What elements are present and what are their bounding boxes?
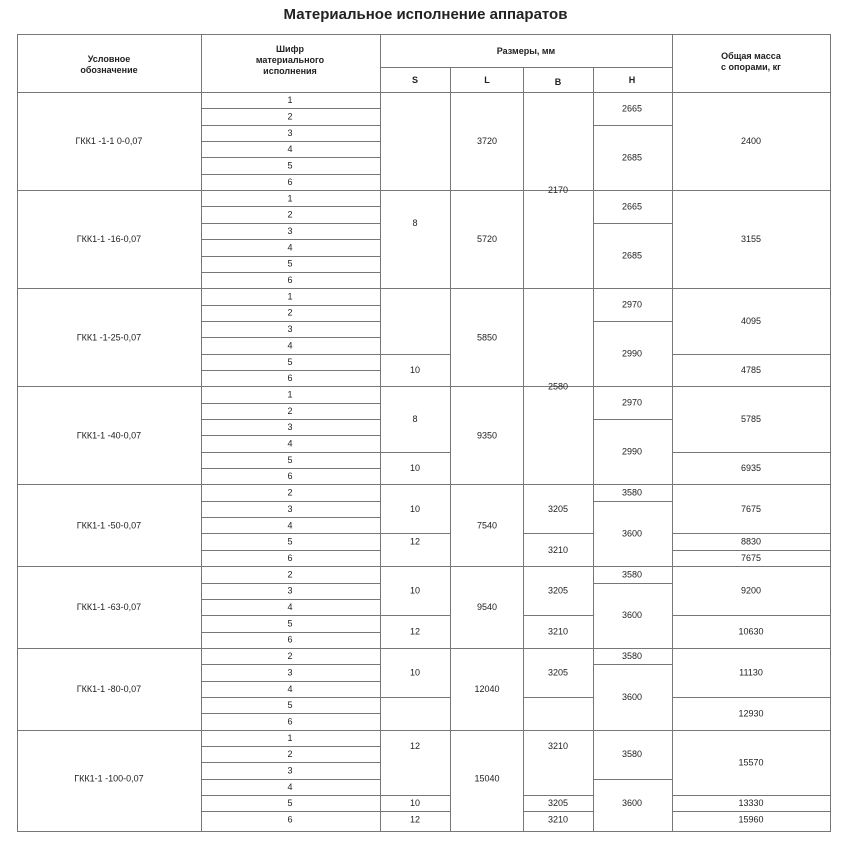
mass-value: 8830 <box>740 536 762 547</box>
h-value: 2990 <box>621 348 643 359</box>
material-code: 3 <box>287 127 293 138</box>
group-designation: ГКК1-1 -16-0,07 <box>76 234 142 245</box>
material-code: 5 <box>287 356 293 367</box>
material-code: 2 <box>287 487 293 498</box>
b-value: 2170 <box>547 185 569 196</box>
b-value: 3210 <box>547 626 569 637</box>
header-code-line2: материального <box>255 55 325 65</box>
l-value: 5720 <box>476 234 498 245</box>
mass-value: 7675 <box>740 552 762 563</box>
h-value: 3580 <box>621 749 643 760</box>
material-code: 1 <box>287 732 293 743</box>
s-value: 12 <box>409 741 421 751</box>
material-code: 3 <box>287 585 293 596</box>
material-code: 3 <box>287 667 293 678</box>
h-value: 2665 <box>621 103 643 114</box>
mass-value: 15960 <box>738 814 764 825</box>
mass-value: 3155 <box>740 234 762 245</box>
header-dimensions: Размеры, мм <box>496 46 556 56</box>
mass-value: 6935 <box>740 463 762 474</box>
h-value: 2685 <box>621 152 643 163</box>
material-code: 6 <box>287 373 293 384</box>
b-value: 3210 <box>547 741 569 751</box>
material-code: 6 <box>287 471 293 482</box>
s-value: 12 <box>409 814 421 825</box>
l-value: 15040 <box>474 773 500 784</box>
material-code: 1 <box>287 95 293 106</box>
header-mass-line1: Общая масса <box>721 51 781 61</box>
group-designation: ГКК1 -1-25-0,07 <box>76 332 142 343</box>
group-designation: ГКК1-1 -50-0,07 <box>76 520 142 531</box>
group-designation: ГКК1-1 -40-0,07 <box>76 430 142 441</box>
s-value: 10 <box>409 463 421 474</box>
mass-value: 4785 <box>740 364 762 375</box>
material-code: 4 <box>287 242 293 253</box>
material-code: 2 <box>287 405 293 416</box>
h-value: 3600 <box>621 528 643 539</box>
h-value: 2990 <box>621 446 643 457</box>
b-value: 3205 <box>547 798 569 809</box>
header-code-line3: исполнения <box>263 66 317 76</box>
material-code: 2 <box>287 307 293 318</box>
mass-value: 15570 <box>738 757 764 768</box>
material-code: 3 <box>287 324 293 335</box>
l-value: 12040 <box>474 683 500 694</box>
material-code: 4 <box>287 520 293 531</box>
h-value: 3600 <box>621 798 643 809</box>
b-value: 3205 <box>547 667 569 678</box>
material-code: 6 <box>287 634 293 645</box>
l-value: 3720 <box>476 136 498 147</box>
h-value: 2970 <box>621 299 643 310</box>
header-l: L <box>484 75 490 85</box>
h-value: 2665 <box>621 201 643 212</box>
group-designation: ГКК1 -1-1 0-0,07 <box>75 136 143 147</box>
mass-value: 13330 <box>738 798 764 809</box>
material-code: 3 <box>287 503 293 514</box>
mass-value: 7675 <box>740 503 762 514</box>
material-code: 5 <box>287 798 293 809</box>
material-code: 4 <box>287 144 293 155</box>
b-value: 3210 <box>547 544 569 555</box>
material-code: 5 <box>287 454 293 465</box>
h-value: 3580 <box>621 651 643 662</box>
s-value: 8 <box>412 217 418 228</box>
material-code: 6 <box>287 552 293 563</box>
material-code: 3 <box>287 765 293 776</box>
header-code-line1: Шифр <box>276 44 304 54</box>
b-value: 2580 <box>547 381 569 392</box>
s-value: 12 <box>409 626 421 637</box>
mass-value: 2400 <box>740 136 762 147</box>
s-value: 10 <box>409 364 421 375</box>
h-value: 3580 <box>621 569 643 580</box>
material-code: 5 <box>287 536 293 547</box>
header-designation-line2: обозначение <box>80 65 138 75</box>
material-code: 4 <box>287 438 293 449</box>
mass-value: 12930 <box>738 708 764 719</box>
material-code: 2 <box>287 749 293 760</box>
material-code: 6 <box>287 176 293 187</box>
s-value: 10 <box>409 503 421 514</box>
header-s: S <box>411 75 419 85</box>
header-h: H <box>628 75 636 85</box>
material-code: 5 <box>287 258 293 269</box>
header-designation-line1: Условное <box>87 54 131 64</box>
material-code: 4 <box>287 781 293 792</box>
l-value: 9540 <box>476 602 498 613</box>
group-designation: ГКК1-1 -100-0,07 <box>74 773 144 784</box>
h-value: 3580 <box>621 487 643 498</box>
header-mass-line2: с опорами, кг <box>721 62 781 72</box>
table-body <box>74 95 763 824</box>
material-code: 1 <box>287 389 293 400</box>
mass-value: 11130 <box>739 667 763 678</box>
material-code: 5 <box>287 618 293 629</box>
material-code: 3 <box>287 422 293 433</box>
material-code: 5 <box>287 700 293 711</box>
mass-value: 9200 <box>740 585 762 596</box>
s-value: 12 <box>409 536 421 547</box>
s-value: 10 <box>409 585 421 596</box>
material-code: 4 <box>287 683 293 694</box>
material-code: 5 <box>287 160 293 171</box>
material-code: 2 <box>287 569 293 580</box>
mass-value: 4095 <box>740 315 762 326</box>
material-code: 3 <box>287 225 293 236</box>
material-code: 2 <box>287 111 293 122</box>
h-value: 3600 <box>621 691 643 702</box>
l-value: 7540 <box>476 520 498 531</box>
material-code: 4 <box>287 340 293 351</box>
b-value: 3210 <box>547 814 569 825</box>
l-value: 5850 <box>476 332 498 343</box>
b-value: 3205 <box>547 503 569 514</box>
material-code: 6 <box>287 716 293 727</box>
group-designation: ГКК1-1 -80-0,07 <box>76 683 142 694</box>
material-code: 6 <box>287 275 293 286</box>
l-value: 9350 <box>476 430 498 441</box>
s-value: 8 <box>412 414 418 424</box>
material-code: 4 <box>287 602 293 613</box>
material-code: 2 <box>287 209 293 220</box>
material-code: 1 <box>287 291 293 302</box>
material-code: 2 <box>287 651 293 662</box>
h-value: 2970 <box>621 397 643 408</box>
b-value: 3205 <box>547 585 569 596</box>
table-body-lines <box>17 109 831 812</box>
mass-value: 10630 <box>738 626 764 637</box>
h-value: 3600 <box>621 610 643 621</box>
material-code: 1 <box>287 193 293 204</box>
h-value: 2685 <box>621 250 643 261</box>
group-designation: ГКК1-1 -63-0,07 <box>76 602 142 613</box>
material-code: 6 <box>287 814 293 825</box>
header-b: B <box>554 77 562 87</box>
s-value: 10 <box>409 667 421 678</box>
page-title: Материальное исполнение аппаратов <box>283 6 568 23</box>
s-value: 10 <box>409 798 421 809</box>
mass-value: 5785 <box>740 414 762 424</box>
